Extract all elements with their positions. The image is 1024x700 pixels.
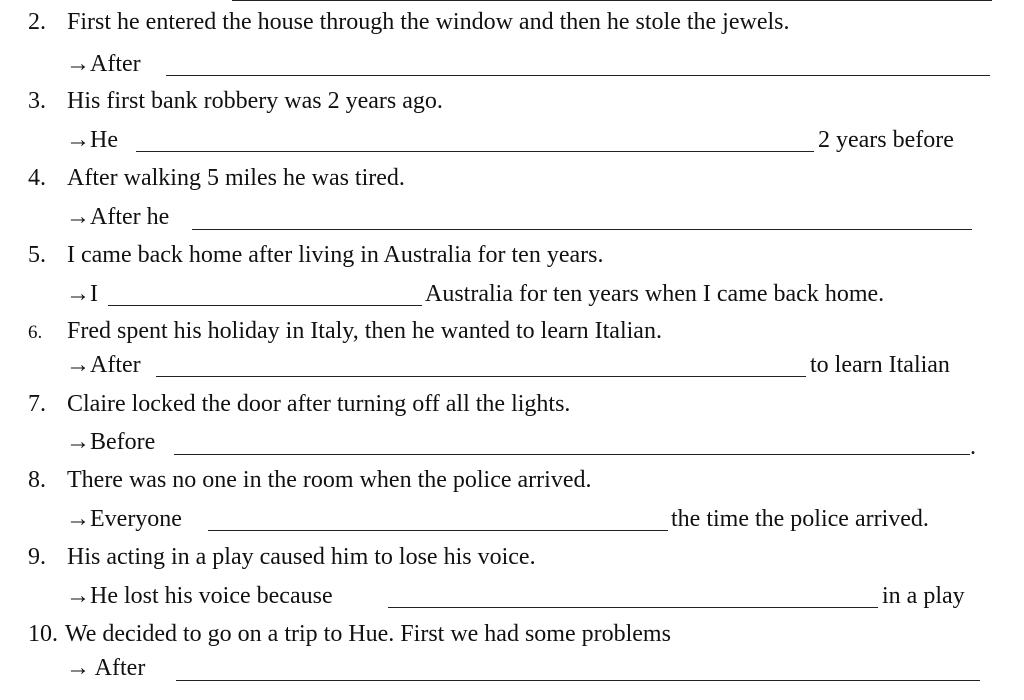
- rewrite-prompt-7: →Before: [66, 429, 156, 455]
- rewrite-ending-6: to learn Italian: [810, 352, 950, 378]
- question-number: 10.: [28, 621, 58, 647]
- question-8: [28, 468, 591, 492]
- question-4: [28, 166, 405, 190]
- question-7: [28, 392, 570, 416]
- answer-blank-8[interactable]: [208, 530, 668, 531]
- question-number: 5.: [28, 242, 46, 268]
- rewrite-ending-3: 2 years before: [818, 127, 954, 153]
- question-sentence: After walking 5 miles he was tired.: [67, 165, 405, 191]
- question-sentence: Fred spent his holiday in Italy, then he wanted to learn Italian.: [67, 318, 662, 344]
- question-number: 8.: [28, 467, 46, 493]
- rewrite-prompt-4: →After he: [66, 204, 170, 230]
- question-number: 9.: [28, 544, 46, 570]
- rewrite-prompt-9: →He lost his voice because: [66, 583, 333, 609]
- question-sentence: First he entered the house through the window and then he stole the jewels.: [67, 9, 790, 35]
- rewrite-ending-8: the time the police arrived.: [671, 506, 929, 532]
- answer-blank-3[interactable]: [136, 151, 814, 152]
- previous-answer-line: [232, 0, 992, 1]
- answer-blank-10[interactable]: [176, 680, 980, 681]
- question-number: 7.: [28, 391, 46, 417]
- rewrite-prompt-6: →After: [66, 352, 141, 378]
- question-sentence: We decided to go on a trip to Hue. First we had some problems: [65, 621, 671, 647]
- question-sentence: His acting in a play caused him to lose his voice.: [67, 544, 536, 570]
- rewrite-prompt-2: →After: [66, 51, 141, 77]
- question-number: 4.: [28, 165, 46, 191]
- rewrite-ending-9: in a play: [882, 583, 965, 609]
- answer-blank-5[interactable]: [108, 305, 422, 306]
- rewrite-prompt-10: → After: [66, 655, 146, 681]
- answer-blank-7[interactable]: [174, 454, 970, 455]
- answer-blank-4[interactable]: [192, 229, 972, 230]
- rewrite-prompt-5: →I: [66, 281, 98, 307]
- rewrite-prompt-3: →He: [66, 127, 118, 153]
- answer-blank-6[interactable]: [156, 376, 806, 377]
- answer-blank-2[interactable]: [166, 75, 990, 76]
- question-sentence: I came back home after living in Australia for ten years.: [67, 242, 604, 268]
- question-2: [28, 10, 790, 34]
- question-number: 3.: [28, 88, 46, 114]
- question-5: [28, 243, 603, 267]
- question-sentence: Claire locked the door after turning off all the lights.: [67, 391, 571, 417]
- question-3: [28, 89, 443, 113]
- question-sentence: His first bank robbery was 2 years ago.: [67, 88, 443, 114]
- question-number: 2.: [28, 9, 46, 35]
- rewrite-ending-5: Australia for ten years when I came back home.: [425, 281, 885, 307]
- question-sentence: There was no one in the room when the police arrived.: [67, 467, 592, 493]
- question-6: [28, 319, 662, 343]
- question-number: 6.: [28, 322, 43, 343]
- answer-blank-9[interactable]: [388, 607, 878, 608]
- question-10: [28, 622, 671, 646]
- rewrite-prompt-8: →Everyone: [66, 506, 182, 532]
- rewrite-ending-7: .: [970, 434, 976, 460]
- question-9: [28, 545, 536, 569]
